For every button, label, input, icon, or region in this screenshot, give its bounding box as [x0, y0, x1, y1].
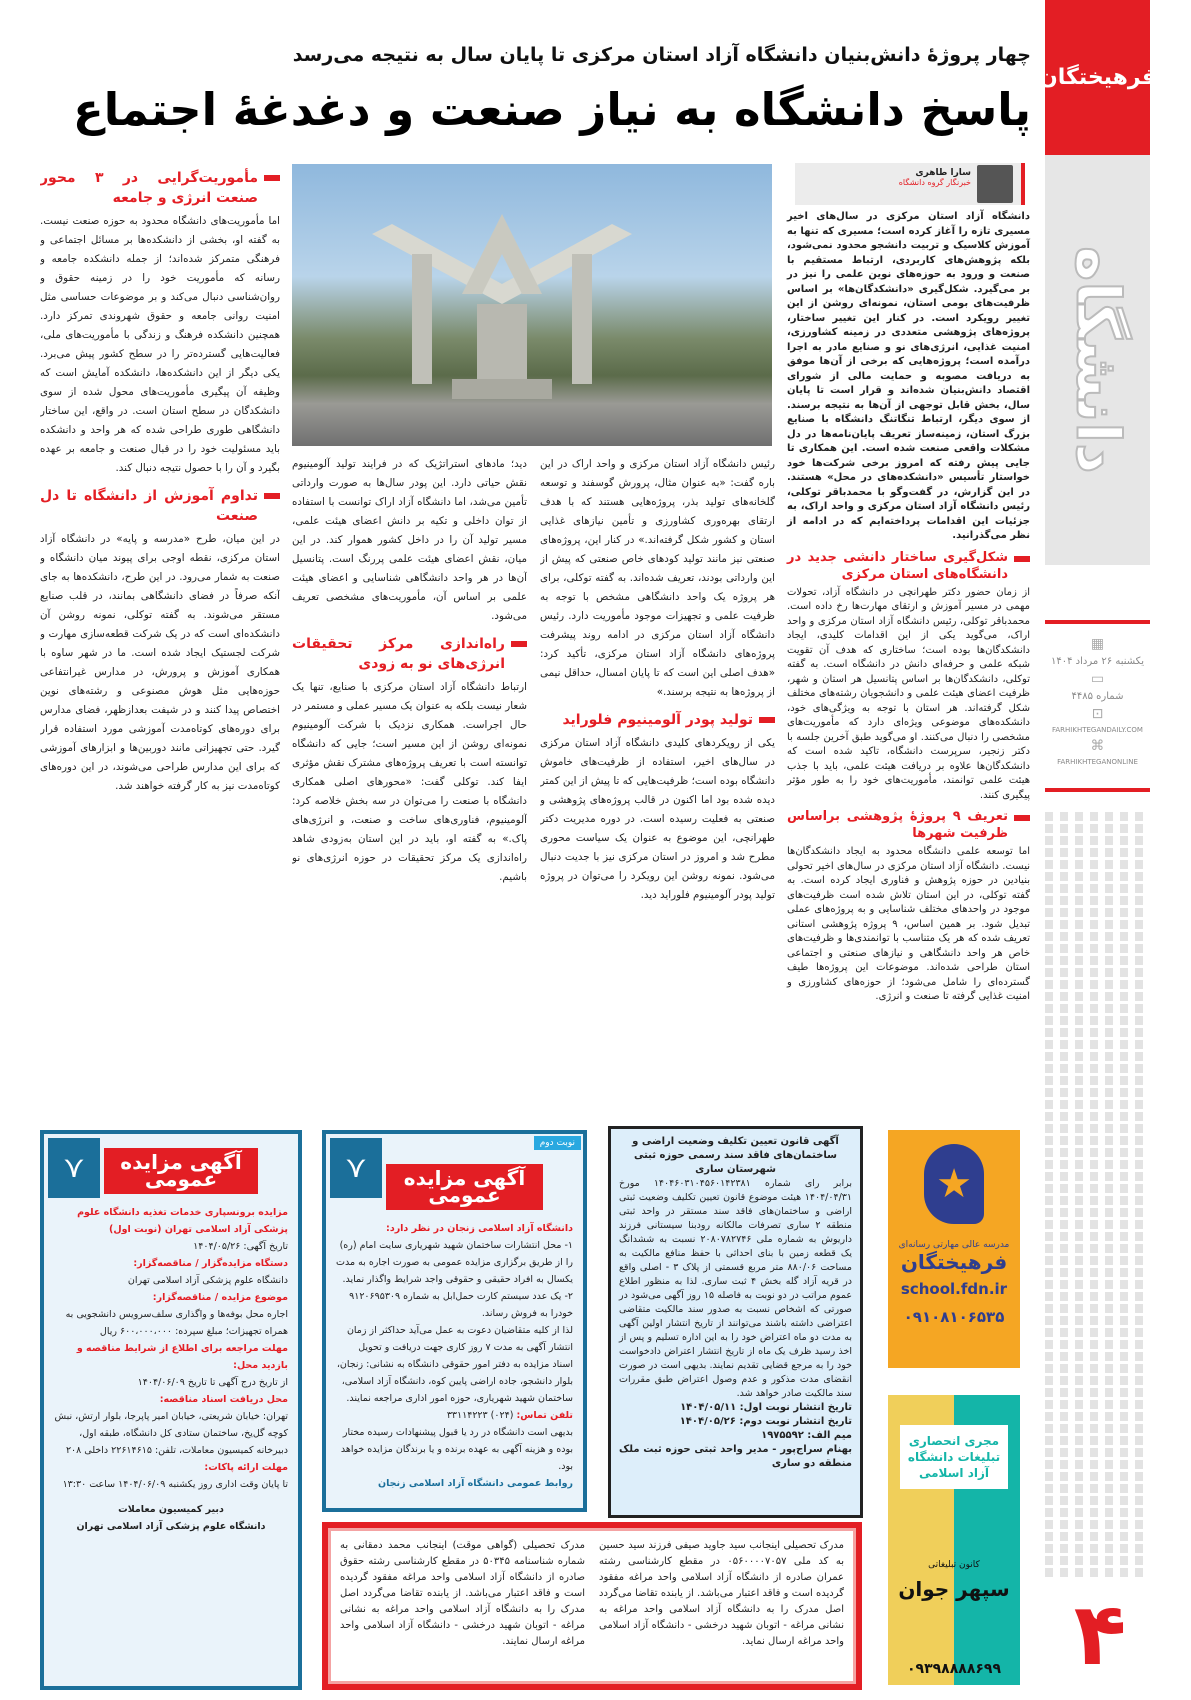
article-column-1: دانشگاه آزاد استان مرکزی در سال‌های اخیر مسیری تازه را آغاز کرده است؛ مسیری که تنها به آموزش کلاسیک و تربیت دانشجو محدود نمی‌شود، بلکه پژوهش‌های کاربردی، ارتباط مستقیم با صنعت و ورود به حوزه‌های نوین علمی را نیز در بر می‌گیرد. شکل‌گیری «دانشکدگان‌ها» بر اساس ظرفیت‌های بومی استان، نمونه‌ای روشن از این تغییر رویکرد است. در کنار این تغییر ساختار، پروژه‌های پژوهشی متعددی در زمینه کشاورزی، امنیت غذایی، انرژی‌های نو و صنایع مادر به اجرا درآمده است؛ پروژه‌هایی که برخی از آن‌ها موفق به دریافت مصوبه و حمایت مالی از شورای اقتصاد دانش‌بنیان شده‌اند و قرار است تا پایان سال، بخش قابل توجهی از آن‌ها به نتیجه برسند. از سوی دیگر، ارتباط تنگاتنگ دانشگاه با صنایع بزرگ استان، زمینه‌ساز تعریف پایان‌نامه‌ها در دل مشکلات واقعی صنعت شده است. این همکاری تا جایی پیش رفته که امروز برخی شرکت‌ها خود خواستار تأسیس «دانشکده‌های در محل» هستند. در این گزارش، در گفت‌وگو با محمدباقر توکلی، رئیس دانشگاه آزاد استان مرکزی و واحد اراک، به جزئیات این اقدامات پرداخته‌ایم که در ادامه از نظر می‌گذرانید. شکل‌گیری ساختار دانشی جدید در دانشگاه‌های استان مرکزی از زمان حضور دکتر طهرانچی در دانشگاه آزاد، تحولات مهمی در مسیر آموزش و ارتقای مهارت‌ها رخ داده است. محمدباقر توکلی، رئیس دانشگاه آزاد استان مرکزی و واحد اراک، می‌گوید یکی از این اقدامات کلیدی، ایجاد دانشکدگان‌ها بوده است؛ ساختاری که هدف آن تقویت شبکه علمی و حرفه‌ای دانش در دانشگاه است. به گفته توکلی، دانشکدگان‌ها بر اساس پتانسیل هر استان و شهر، ظرفیت اعضای هیئت علمی و دانشجویان رشته‌های مختلف شکل گرفته‌اند. هر استان با توجه به ویژگی‌های خود، دانشکده‌های موضوعی ویژه‌ای دارد که مأموریت‌های مشخصی را دنبال می‌کنند. او می‌گوید طبق آخرین جلسه با دکتر زنجیر، سرپرست دانشگاه، تاکید شده است که دانشکدگان‌ها علاوه بر دریافت هیئت علمی، باید با جذب هیئت علمی توانمند، مأموریت‌های خود را به طور مؤثر پیگیری کنند. تعریف ۹ پروژهٔ پژوهشی براساس ظرفیت شهرها اما توسعه علمی دانشگاه محدود به ایجاد دانشکدگان‌ها نیست. دانشگاه آزاد استان مرکزی در سال‌های اخیر تحولی بنیادین در حوزه پژوهش و فناوری ایجاد کرده است. به گفته توکلی، در این استان تلاش شده است ظرفیت‌های موجود در واحدهای مختلف شناسایی و به پروژه‌های عملی تبدیل شود. بر همین اساس، ۹ پروژه پژوهشی استانی تعریف شده که هر یک متناسب با توانمندی‌ها و ظرفیت‌های خاص هر واحد دانشگاهی و نیازهای صنعتی و اجتماعی استان طراحی شده‌اند. موضوعات این پروژه‌ها طیف گسترده‌ای را شامل می‌شود؛ از حوزه‌های کشاورزی و امنیت غذایی گرفته تا صنعت و انرژی.: [787, 211, 1030, 1002]
university-gate-photo: [292, 164, 772, 446]
zanjan-auction-ad[interactable]: ⋎ نوبت دوم آگهی مزایده عمومی دانشگاه آزاد اسلامی زنجان در نظر دارد: ۱- محل انتشارات ساختمان شهید شهریاری سایت امام (ره) را از طریق برگزاری مزایده عمومی به صورت اجاره به مدت یکسال به افراد حقیقی و حقوقی واجد شرایط واگذار نماید. ۲- یک عدد سیستم کارت حمل‌ابل به شماره ۹۱۲۰۶۹۵۳۰۹ خودرا به فروش رساند. لذا از کلیه متقاضیان دعوت به عمل می‌آید حداکثر از زمان انتشار آگهی به مدت ۷ روز کاری جهت دریافت و تحویل اسناد مزایده به دفتر امور حقوقی دانشگاه به نشانی: زنجان، بلوار دانشجو، جاده اراضی پایین کوه، دانشگاه آزاد اسلامی، ساختمان شهید شهریاری، حوزه امور اداری مراجعه نمایند. تلفن تماس: (۰۲۴) ۳۳۱۱۴۲۲۳ بدیهی است دانشگاه در رد یا قبول پیشنهادات رسیده مختار بوده و هزینه آگهی به عهده برنده و یا برندگان مزایده خواهد بود. روابط عمومی دانشگاه آزاد اسلامی زنجان: [322, 1130, 587, 1512]
sepehr-javan-ad[interactable]: مجری انحصاری تبلیغات دانشگاه آزاد اسلامی کانون تبلیغاتی سپهر جوان ۰۹۳۹۸۸۸۸۶۹۹: [888, 1395, 1020, 1685]
ad-title: آگهی مزایده عمومی: [104, 1148, 258, 1194]
page-number: ۴: [1073, 1585, 1127, 1685]
round-badge: نوبت دوم: [534, 1136, 581, 1150]
subheading: مأموریت‌گرایی در ۳ محور صنعت انرژی و جامعه: [40, 168, 280, 208]
sari-land-notice[interactable]: آگهی قانون تعیین تکلیف وضعیت اراضی و ساختمان‌های فاقد سند رسمی حوزه ثبتی شهرستان ساری برابر رای شماره ۱۴۰۴۶۰۳۱۰۴۵۶۰۱۴۲۳۸۱ مورخ ۱۴۰۴/۰۴/۳۱ هیئت موضوع قانون تعیین تکلیف وضعیت ثبتی اراضی و ساختمان‌های فاقد سند مستقر در واحد ثبتی منطقه ۲ ساری تصرفات مالکانه رودبنا سیستانی فرزند داریوش به شماره ملی ۲۰۸۰۷۸۲۷۴۶ نسبت به ششدانگ یک قطعه زمین با بنای احداثی با حفظ منافع مالکیت به مساحت ۸۸۰/۰۶ متر مربع قسمتی از پلاک ۳ - اصلی واقع در قریه آزاد گله بخش ۴ ثبت ساری. لذا به منظور اطلاع عموم مراتب در دو نوبت به فاصله ۱۵ روز آگهی می‌شود در صورتی که اشخاص نسبت به صدور سند مالکیت متقاضی اعتراضی داشته باشند می‌توانند از تاریخ انتشار اولین آگهی به مدت دو ماه اعتراض خود را به این اداره تسلیم و پس از اخذ رسید ظرف یک ماه از تاریخ انتشار اعتراض دادخواست خود را به مرجع قضایی تقدیم نمایند. بدیهی است در صورت انقضای مدت مذکور و عدم وصول اعتراض طبق مقررات سند مالکیت صادر خواهد شد. تاریخ انتشار نوبت اول: ۱۴۰۴/۰۵/۱۱ تاریخ انتشار نوبت دوم: ۱۴۰۴/۰۵/۲۶ میم الف: ۱۹۷۵۵۹۲ بهنام سراج‌پور - مدیر واحد ثبتی حوزه ثبت ملک منطقه دو ساری: [608, 1126, 863, 1518]
tehran-auction-ad[interactable]: ⋎ آگهی مزایده عمومی مزایده برونسپاری خدمات تغذیه دانشگاه علوم پزشکی آزاد اسلامی تهران (نوبت اول) تاریخ آگهی: ۱۴۰۴/۰۵/۲۶ دستگاه مزایده‌گزار / مناقصه‌گزار: دانشگاه علوم پزشکی آزاد اسلامی تهران موضوع مزایده / مناقصه‌گزار: اجاره محل بوفه‌ها و واگذاری سلف‌سرویس دانشجویی به همراه تجهیزات؛ مبلغ سپرده: ۶۰۰،۰۰۰،۰۰۰ ریال مهلت مراجعه برای اطلاع از شرایط مناقصه و بازدید محل: از تاریخ درج آگهی تا تاریخ ۱۴۰۴/۰۶/۰۹ محل دریافت اسناد مناقصه: تهران: خیابان شریعتی، خیابان امیر پاپرجا، بلوار ارتش، نبش کوچه گل‌یخ، ساختمان ستادی کل دانشگاه، طبقه اول، دبیرخانه کمیسیون معاملات، تلفن: ۲۲۶۱۴۶۱۵ داخلی ۲۰۸ مهلت ارائه پاکات: تا پایان وقت اداری روز یکشنبه ۱۴۰۴/۰۶/۰۹ ساعت ۱۳:۳۰ دبیر کمیسیون معاملات دانشگاه علوم پزشکی آزاد اسلامی تهران: [40, 1130, 302, 1690]
subheading: تولید پودر آلومینیوم فلوراید: [540, 710, 775, 730]
gate-illustration: [352, 194, 652, 404]
issue-info: [1045, 620, 1150, 792]
issue-number: شماره ۴۴۸۵: [1071, 691, 1124, 702]
university-logo-icon: ⋎: [48, 1138, 100, 1198]
section-label: دانشگاه: [1045, 155, 1150, 565]
subheading: شکل‌گیری ساختار دانشی جدید در دانشگاه‌های استان مرکزی: [787, 549, 1030, 583]
star-logo-icon: ★: [924, 1144, 984, 1224]
author-box: [795, 163, 1025, 205]
calendar-icon: ▦: [1090, 636, 1105, 652]
social-icon: ⌘: [1090, 738, 1105, 754]
website-link[interactable]: FARHIKHTEGANDAILY.COM: [1052, 726, 1143, 734]
issue-number-icon: ▭: [1090, 671, 1105, 687]
article-kicker: چهار پروژهٔ دانش‌بنیان دانشگاه آزاد استان مرکزی تا پایان سال به نتیجه می‌رسد: [292, 44, 1031, 66]
article-headline: پاسخ دانشگاه به نیاز صنعت و دغدغهٔ اجتماع: [73, 83, 1031, 136]
author-avatar: [977, 165, 1013, 203]
article-column-4: مأموریت‌گرایی در ۳ محور صنعت انرژی و جامعه اما مأموریت‌های دانشگاه محدود به حوزه صنعت نیست. به گفته او، بخشی از دانشکده‌ها بر مسائل اجتماعی و فرهنگی متمرکز شده‌اند؛ از جمله دانشکده جامعه و رسانه که مأموریت خود را در زمینه حقوق و روان‌شناسی دنبال می‌کند و بر موضوعات حساسی مثل امنیت روانی جامعه و حقوق شهروندی تمرکز دارد. همچنین دانشکده فرهنگ و زندگی با مأموریت‌های ملی، فعالیت‌هایی گسترده‌تر را در سطح کشور پیش می‌برد. یکی دیگر از این دانشکده‌ها، دانشکده آمایش است که وظیفه آن پیگیری مأموریت‌های محول شده از سوی دانشکدگان در سطح استان است. در واقع، این ساختار دانشگاهی طوری طراحی شده که هر واحد و دانشکده باید مسئولیت خود را در قبال صنعت و جامعه بر عهده بگیرد و آن را با حصول نتیجه دنبال کند. تداوم آموزش از دانشگاه تا دل صنعت در این میان، طرح «مدرسه و پایه» در دانشگاه آزاد استان مرکزی، نقطه اوجی برای پیوند میان دانشگاه و صنعت به شمار می‌رود. در این طرح، دانشکده‌ها به جای آنکه صرفاً در فضای دانشگاهی بمانند، در قلب صنایع مستقر می‌شوند. به گفته توکلی، نمونه روشن آن دانشکده‌ای است که در یک شرکت قطعه‌سازی مهارت و شرکت لجستیک ایجاد شده است. ما در شهر ساوه با همکاری آموزش و پرورش، در مدارس غیرانتفاعی حوزه‌هایی مثل هوش مصنوعی و رشته‌های نوین اختصاص پیدا کنند و در شیفت بعدازظهر، فضای مدارس برای دوره‌های کوتاه‌مدت آموزشی مورد استفاده قرار گیرد. حتی تجهیزاتی مانند دوربین‌ها و ابزارهای آموزشی که برای این مدارس طراحی می‌شوند، در این دوره‌های کوتاه‌مدت نیز به کار گرفته خواهند شد.: [40, 170, 280, 792]
farhikhtegan-school-ad[interactable]: ★ مدرسه عالی مهارتی رسانه‌ای فرهیختگان school.fdn.ir ۰۹۱۰۸۱۰۶۵۳۵: [888, 1130, 1020, 1368]
subheading: تعریف ۹ پروژهٔ پژوهشی براساس ظرفیت شهرها: [787, 808, 1030, 842]
subheading: راه‌اندازی مرکز تحقیقات انرژی‌های نو به زودی: [292, 634, 527, 674]
decorative-pattern: [1045, 810, 1150, 1580]
article-column-2: رئیس دانشگاه آزاد استان مرکزی و واحد اراک در این باره گفت: «به عنوان مثال، پرورش گوسفند و توسعه گلخانه‌های تولید بذر، پروژه‌هایی هستند که با هدف ارتقای بهره‌وری کشاورزی و تأمین نیازهای غذایی استان و کشور شکل گرفته‌اند.» در کنار این، پروژه‌های صنعتی نیز مانند تولید کود‌های خاص صنعتی که پیش از این وارداتی بودند، تعریف شده‌اند. به گفته توکلی، برای هر پروژه یک واحد دانشگاهی مشخص با توجه به ظرفیت علمی و تجهیزات موجود مأموریت دارد. رئیس دانشگاه آزاد استان مرکزی در ادامه روند پیشرفت پروژه‌های دانشگاه آزاد استان مرکزی، تأکید کرد: «هدف اصلی این است که تا پایان امسال، حداقل نیمی از پروژه‌ها به نتیجه برسند.» تولید پودر آلومینیوم فلوراید یکی از رویکردهای کلیدی دانشگاه آزاد استان مرکزی در سال‌های اخیر، استفاده از ظرفیت‌های خاموش دانشگاه بوده است؛ ظرفیت‌هایی که تا پیش از این کمتر دیده شده بود اما اکنون در قالب پروژه‌های پژوهشی و صنعتی به فعلیت رسیده است. در دوره مدیریت دکتر طهرانچی، این موضوع به عنوان یک سیاست محوری مطرح شد و امروز در استان مرکزی نیز با جدیت دنبال می‌شود. نمونه روشن این رویکرد را می‌توان در پروژه تولید پودر آلومینیوم فلوراید دید.: [540, 458, 775, 901]
article-column-3: دید؛ مادهای استراتژیک که در فرایند تولید آلومینیوم نقش حیاتی دارد. این پودر سال‌ها به صورت وارداتی تأمین می‌شد، اما دانشگاه آزاد اراک توانست با استفاده از توان داخلی و تکیه بر دانش اعضای هیئت علمی، مسیر تولید آن را در داخل کشور هموار کند. در این میان، نقش اعضای هیئت علمی پررنگ است. پتانسیل آن‌ها در هر واحد دانشگاهی شناسایی و اعضای هیئت علمی بر اساس آن، مأموریت‌های مشخصی تعریف می‌شود. راه‌اندازی مرکز تحقیقات انرژی‌های نو به زودی ارتباط دانشگاه آزاد استان مرکزی با صنایع، تنها یک شعار نیست بلکه به عنوان یک مسیر عملی و مستمر در حال اجراست. همکاری نزدیک با شرکت آلومینیوم نمونه‌ای روشن از این مسیر است؛ جایی که دانشگاه توانسته است با تعریف پروژه‌های مشترک نقش مؤثری ایفا کند. توکلی گفت: «محورهای اصلی همکاری دانشگاه با صنعت را می‌توان در سه بخش خلاصه کرد: آلومینیوم، فناوری‌های ساخت و صنعت، و انرژی‌های پاک.» به گفته او، باید در این استان به‌زودی شاهد راه‌اندازی یک مرکز تحقیقات در حوزه انرژی‌های نو باشیم.: [292, 458, 527, 883]
ad-title: آگهی مزایده عمومی: [386, 1164, 543, 1210]
university-logo-icon: ⋎: [330, 1138, 382, 1198]
author-name: سارا طاهری: [915, 168, 971, 178]
issue-date: یکشنبه ۲۶ مرداد ۱۴۰۴: [1051, 656, 1144, 667]
leaf-logo: سپهر جوان: [898, 1577, 1010, 1601]
subheading: تداوم آموزش از دانشگاه تا دل صنعت: [40, 486, 280, 526]
author-role: خبرنگار گروه دانشگاه: [898, 178, 971, 187]
website-icon: ⊡: [1091, 706, 1104, 722]
lost-documents-notice[interactable]: مدرک تحصیلی اینجانب سید جاوید صیفی فرزند سید حسین به کد ملی ۰۵۶۰۰۰۰۷۰۵۷ در مقطع کارشناسی رشته عمران صادره از دانشگاه آزاد اسلامی واحد مراغه مفقود گردیده است و فاقد اعتبار می‌باشد. از یابنده تقاضا می‌گردد اصل مدرک را به دانشگاه آزاد اسلامی واحد مراغه به نشانی مراغه - اتوبان شهید درخشی - دانشگاه آزاد اسلامی واحد مراغه ارسال نماید. مدرک تحصیلی (گواهی موقت) اینجانب محمد دمقانی به شماره شناسنامه ۵۰۳۴۵ در مقطع کارشناسی رشته حقوق صادره از دانشگاه آزاد اسلامی واحد مراغه مفقود گردیده است و فاقد اعتبار می‌باشد. از یابنده تقاضا می‌گردد اصل مدرک را به دانشگاه آزاد اسلامی واحد مراغه به نشانی مراغه - اتوبان شهید درخشی - دانشگاه آزاد اسلامی واحد مراغه ارسال نمایند.: [322, 1522, 862, 1690]
social-handle[interactable]: FARHIKHTEGANONLINE: [1057, 758, 1138, 766]
newspaper-logo[interactable]: فرهیختگان: [1045, 0, 1150, 155]
